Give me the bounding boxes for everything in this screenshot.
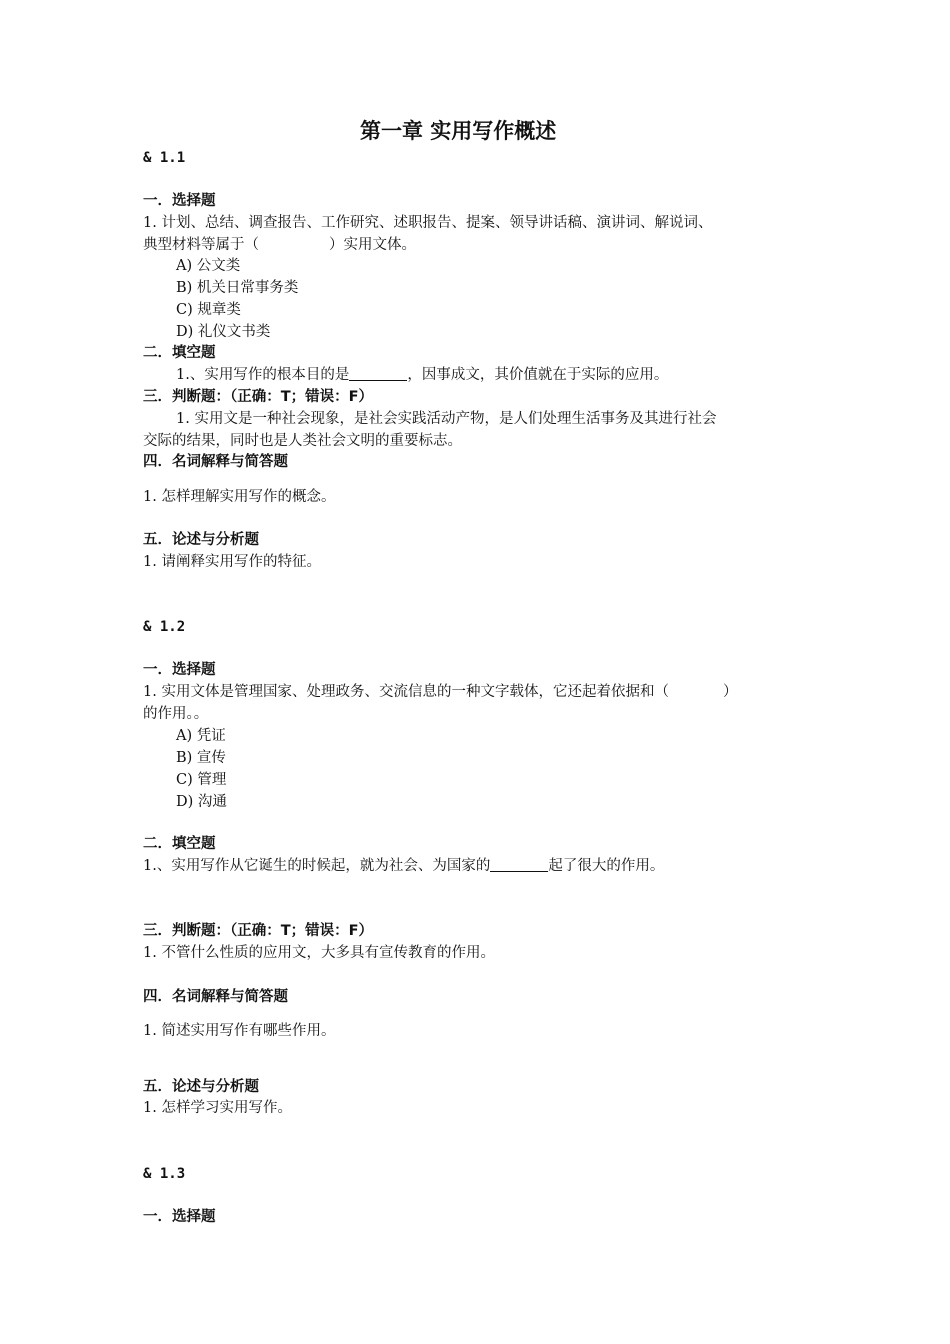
- s1-fill-question: [176, 365, 668, 385]
- s2-option-a: A) 凭证: [176, 728, 226, 744]
- s1-option-c: C) 规章类: [176, 302, 241, 318]
- s1-judge-line2: 交际的结果，同时也是人类社会文明的重要标志。: [143, 433, 462, 449]
- s1-choice-question-line2: [143, 235, 416, 255]
- s2-heading-fill: 二．填空题: [143, 836, 216, 852]
- s1-heading-choice: 一．选择题: [143, 193, 216, 209]
- s1-fill-blank: [349, 365, 407, 381]
- s3-heading-choice: 一．选择题: [143, 1209, 216, 1225]
- s1-heading-essay: 五．论述与分析题: [143, 532, 259, 548]
- s1-choice-question-line1: 1. 计划、总结、调查报告、工作研究、述职报告、提案、领导讲话稿、演讲词、解说词、: [143, 215, 713, 231]
- s2-option-c: C) 管理: [176, 772, 227, 788]
- s2-choice-question-line2: 的作用。。: [143, 706, 209, 722]
- s1-essay-question: 1. 请阐释实用写作的特征。: [143, 554, 321, 570]
- s2-fill-text-b: 起了很大的作用。: [548, 858, 665, 874]
- s2-choice-question-line1: [143, 682, 737, 702]
- s2-heading-essay: 五．论述与分析题: [143, 1079, 259, 1095]
- s2-fill-text-a: 1.、实用写作从它诞生的时候起，就为社会、为国家的: [143, 858, 491, 874]
- s1-choice-question-text-b: ）实用文体。: [329, 237, 416, 253]
- s1-option-a: A) 公文类: [176, 258, 241, 274]
- s1-heading-judge: 三．判断题：（正确：T；错误：F）: [143, 389, 374, 405]
- s2-fill-blank: [490, 856, 548, 872]
- s1-fill-text-a: 1.、实用写作的根本目的是: [176, 367, 350, 383]
- s2-judge-question: 1. 不管什么性质的应用文，大多具有宣传教育的作用。: [143, 945, 495, 961]
- s1-option-b: B) 机关日常事务类: [176, 280, 299, 296]
- s2-option-d: D) 沟通: [176, 794, 227, 810]
- section-tag-1-3: & 1.3: [143, 1166, 186, 1182]
- s1-judge-line1: 1. 实用文是一种社会现象，是社会实践活动产物，是人们处理生活事务及其进行社会: [176, 411, 717, 427]
- s2-fill-question: [143, 856, 664, 876]
- page-title: 第一章 实用写作概述: [360, 119, 557, 143]
- s1-heading-short-answer: 四．名词解释与简答题: [143, 454, 288, 470]
- section-tag-1-2: & 1.2: [143, 619, 186, 635]
- s1-choice-question-text-a: 典型材料等属于（: [143, 237, 259, 253]
- s2-short-answer-question: 1. 简述实用写作有哪些作用。: [143, 1023, 336, 1039]
- s2-essay-question: 1. 怎样学习实用写作。: [143, 1100, 292, 1116]
- s2-option-b: B) 宣传: [176, 750, 226, 766]
- section-tag-1-1: & 1.1: [143, 150, 186, 166]
- s1-heading-fill: 二．填空题: [143, 345, 216, 361]
- s1-option-d: D) 礼仪文书类: [176, 324, 271, 340]
- s2-choice-question-text-b: ）: [722, 684, 738, 700]
- s2-heading-choice: 一．选择题: [143, 662, 216, 678]
- s1-fill-text-b: ，因事成文，其价值就在于实际的应用。: [407, 367, 669, 383]
- s2-heading-short-answer: 四．名词解释与简答题: [143, 989, 288, 1005]
- s1-short-answer-question: 1. 怎样理解实用写作的概念。: [143, 489, 336, 505]
- s2-choice-question-text-a: 1. 实用文体是管理国家、处理政务、交流信息的一种文字载体，它还起着依据和（: [143, 684, 669, 700]
- s2-heading-judge: 三．判断题：（正确：T；错误：F）: [143, 923, 374, 939]
